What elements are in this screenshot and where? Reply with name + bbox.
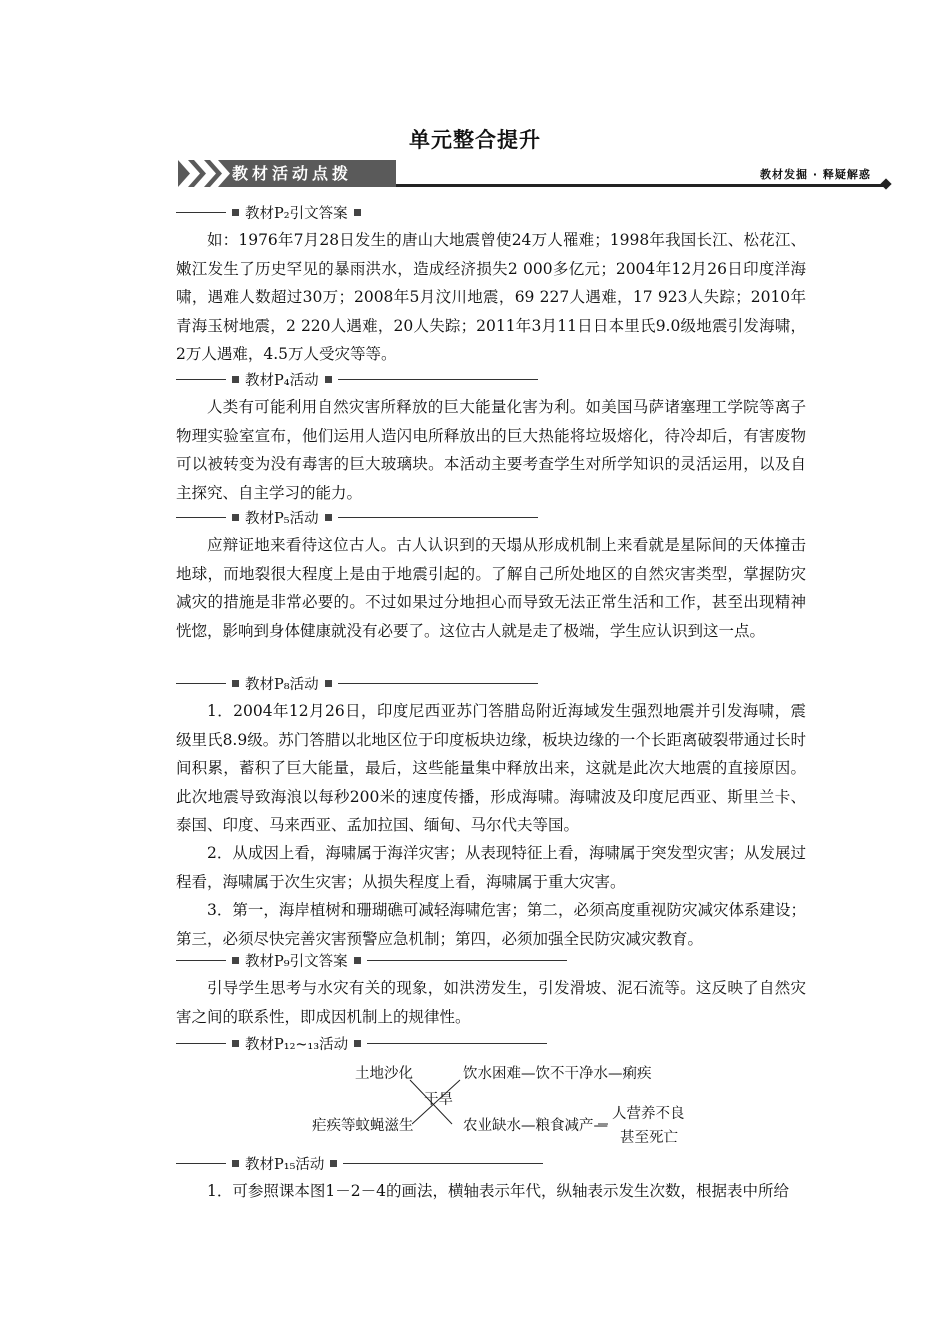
drought-diagram [300,1060,700,1156]
square-icon [330,1160,337,1167]
square-icon [325,376,332,383]
node-death: 甚至死亡 [620,1130,678,1146]
square-icon [354,957,361,964]
paragraph: 3．第一，海岸植树和珊瑚礁可减轻海啸危害；第二，必须高度重视防灾减灾体系建设；第三，必须尽快完善灾害预警应急机制；第四，必须加强全民防灾减灾教育。 [176,901,806,948]
page-title: 单元整合提升 [409,128,541,152]
section-header: 教材P₁₂~₁₃活动 [176,1033,547,1053]
square-icon [232,376,239,383]
banner-rule [396,184,884,187]
paragraph: 1．可参照课本图1－2－4的画法，横轴表示年代，纵轴表示发生次数，根据表中所给 [207,1182,789,1200]
square-icon [232,957,239,964]
square-icon [232,680,239,687]
section-header: 教材P₅活动 [176,507,538,527]
paragraph: 人类有可能利用自然灾害所释放的巨大能量化害为利。如美国马萨诸塞理工学院等离子物理实验室宣布，他们运用人造闪电所释放出的巨大热能将垃圾熔化，待冷却后，有害废物可以被转变为没有毒害的巨大玻璃块。本活动主要考查学生对所学知识的灵活运用，以及自主探究、自主学习的能力。 [176,398,806,502]
square-icon [325,680,332,687]
banner-right-label: 教材发掘 · 释疑解惑 [760,168,871,181]
section-header: 教材P₄活动 [176,369,538,389]
square-icon [325,514,332,521]
section-header: 教材P₉引文答案 [176,950,567,970]
node-malaria: 疟疾等蚊蝇滋生 [312,1118,414,1134]
square-icon [232,209,239,216]
square-icon [354,209,361,216]
node-malnutrition: 人营养不良 [612,1106,685,1122]
square-icon [232,1040,239,1047]
node-drought: 干旱 [424,1092,453,1108]
node-land-desertification: 土地沙化 [355,1066,413,1082]
diamond-icon [880,178,891,189]
square-icon [232,1160,239,1167]
paragraph: 2．从成因上看，海啸属于海洋灾害；从表现特征上看，海啸属于突发型灾害；从发展过程看，海啸属于次生灾害；从损失程度上看，海啸属于重大灾害。 [176,844,806,891]
paragraph: 应辩证地来看待这位古人。古人认识到的天塌从形成机制上来看就是星际间的天体撞击地球，而地裂很大程度上是由于地震引起的。了解自己所处地区的自然灾害类型，掌握防灾减灾的措施是非常必要的。不过如果过分地担心而导致无法正常生活和工作，甚至出现精神恍惚，影响到身体健康就没有必要了。这位古人就是走了极端，学生应认识到这一点。 [176,536,806,640]
paragraph: 引导学生思考与水灾有关的现象，如洪涝发生，引发滑坡、泥石流等。这反映了自然灾害之间的联系性，即成因机制上的规律性。 [176,979,806,1026]
square-icon [232,514,239,521]
section-header: 教材P₂引文答案 [176,202,367,222]
section-header: 教材P₈活动 [176,673,538,693]
square-icon [354,1040,361,1047]
paragraph: 如：1976年7月28日发生的唐山大地震曾使24万人罹难；1998年我国长江、松花江、嫩江发生了历史罕见的暴雨洪水，造成经济损失2 000多亿元；2004年12月26日印度洋海啸，遇难人数超过30万；2008年5月汶川地震，69 227人遇难，17 923人失踪；2010年青海玉树地震，2 220人遇难，20人失踪；2011年3月11日日本里氏9.0级地震引发海啸，2万人遇难，4.5万人受灾等等。 [176,231,806,363]
section-header: 教材P₁₅活动 [176,1153,543,1173]
node-agriculture-chain: 农业缺水—粮食减产— [463,1118,608,1134]
banner-left-label: 教材活动点拨 [232,164,353,183]
node-water-shortage-chain: 饮水困难—饮不干净水—痢疾 [463,1066,652,1082]
paragraph: 1．2004年12月26日，印度尼西亚苏门答腊岛附近海域发生强烈地震并引发海啸，震级里氏8.9级。苏门答腊以北地区位于印度板块边缘，板块边缘的一个长距离破裂带通过长时间积累，蓄积了巨大能量，最后，这些能量集中释放出来，这就是此次大地震的直接原因。此次地震导致海浪以每秒200米的速度传播，形成海啸。海啸波及印度尼西亚、斯里兰卡、泰国、印度、马来西亚、孟加拉国、缅甸、马尔代夫等国。 [176,702,806,834]
